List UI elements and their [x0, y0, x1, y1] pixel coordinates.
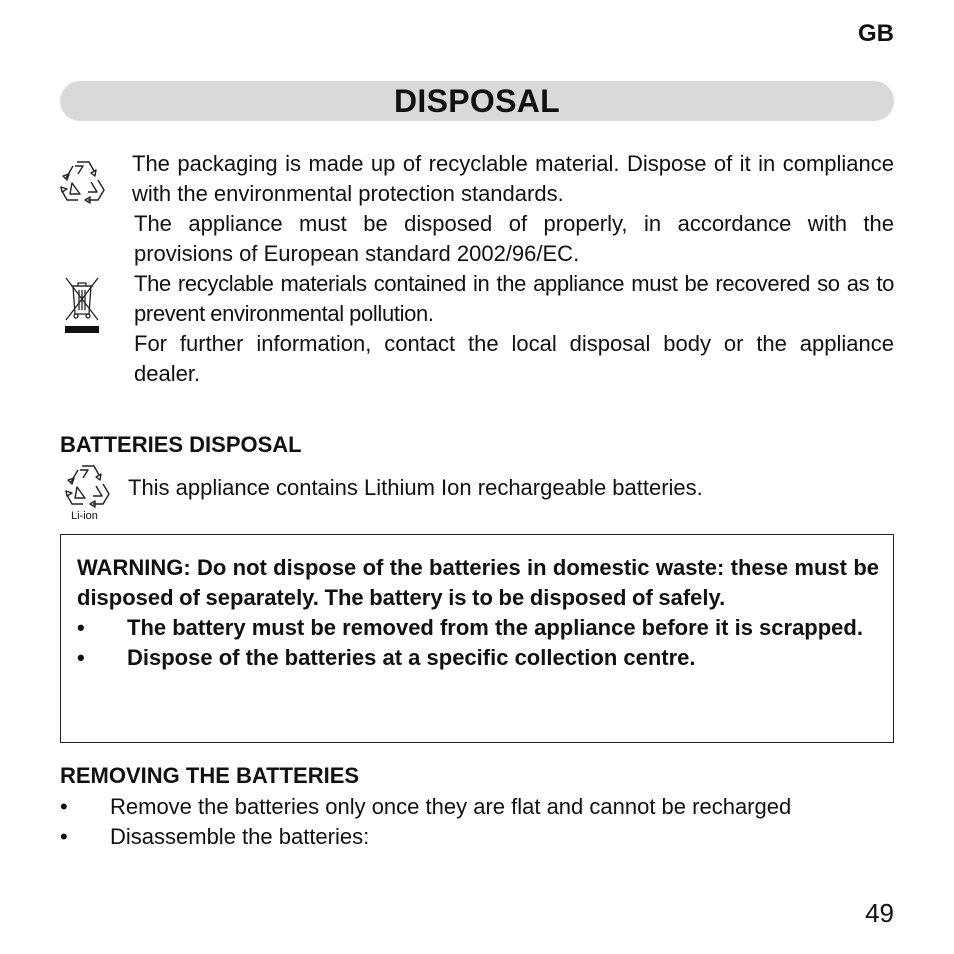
- removing-batteries-heading: REMOVING THE BATTERIES: [60, 763, 360, 788]
- warning-bullet-text: The battery must be removed from the appliance before it is scrapped.: [127, 615, 863, 640]
- language-code: GB: [858, 20, 894, 47]
- removing-bullet-text: Disassemble the batteries:: [110, 824, 370, 849]
- bullet-symbol: •: [60, 794, 68, 819]
- list-item: [60, 822, 894, 852]
- li-ion-label: Li-ion: [71, 510, 98, 522]
- page-number: 49: [865, 898, 894, 928]
- appliance-text-block: [134, 209, 894, 389]
- removing-bullet-list: [60, 792, 894, 852]
- warning-bullet-text: Dispose of the batteries at a specific collection centre.: [127, 645, 696, 670]
- bullet-symbol: •: [77, 645, 85, 670]
- batteries-disposal-heading: BATTERIES DISPOSAL: [60, 432, 302, 457]
- recyclable-materials-paragraph: The recyclable materials contained in the appliance must be recovered so as to prevent environmental pollution.: [134, 271, 894, 326]
- warning-bullet-1: [77, 613, 879, 643]
- warning-box: [60, 534, 894, 743]
- appliance-disposal-paragraph: The appliance must be disposed of properly, in accordance with the provisions of European standard 2002/96/EC.: [134, 211, 894, 266]
- page-title: DISPOSAL: [394, 82, 560, 119]
- bullet-symbol: •: [77, 615, 85, 640]
- removing-bullet-text: Remove the batteries only once they are flat and cannot be recharged: [110, 794, 792, 819]
- packaging-paragraph: The packaging is made up of recyclable material. Dispose of it in compliance with the environmental protection standards.: [132, 151, 894, 206]
- list-item: [60, 792, 894, 822]
- bullet-symbol: •: [60, 824, 68, 849]
- warning-bullet-2: [77, 643, 879, 673]
- warning-text: WARNING: Do not dispose of the batteries in domestic waste: these must be disposed of separately. The battery is to be disposed of safely.: [77, 555, 879, 610]
- section-title-bar: [60, 81, 894, 121]
- crossed-bin-icon: [62, 274, 102, 336]
- disposal-text-block: [132, 149, 894, 209]
- recycle-icon: [58, 158, 108, 204]
- further-information-paragraph: For further information, contact the local disposal body or the appliance dealer.: [134, 331, 894, 386]
- batteries-text: This appliance contains Lithium Ion rechargeable batteries.: [128, 475, 703, 500]
